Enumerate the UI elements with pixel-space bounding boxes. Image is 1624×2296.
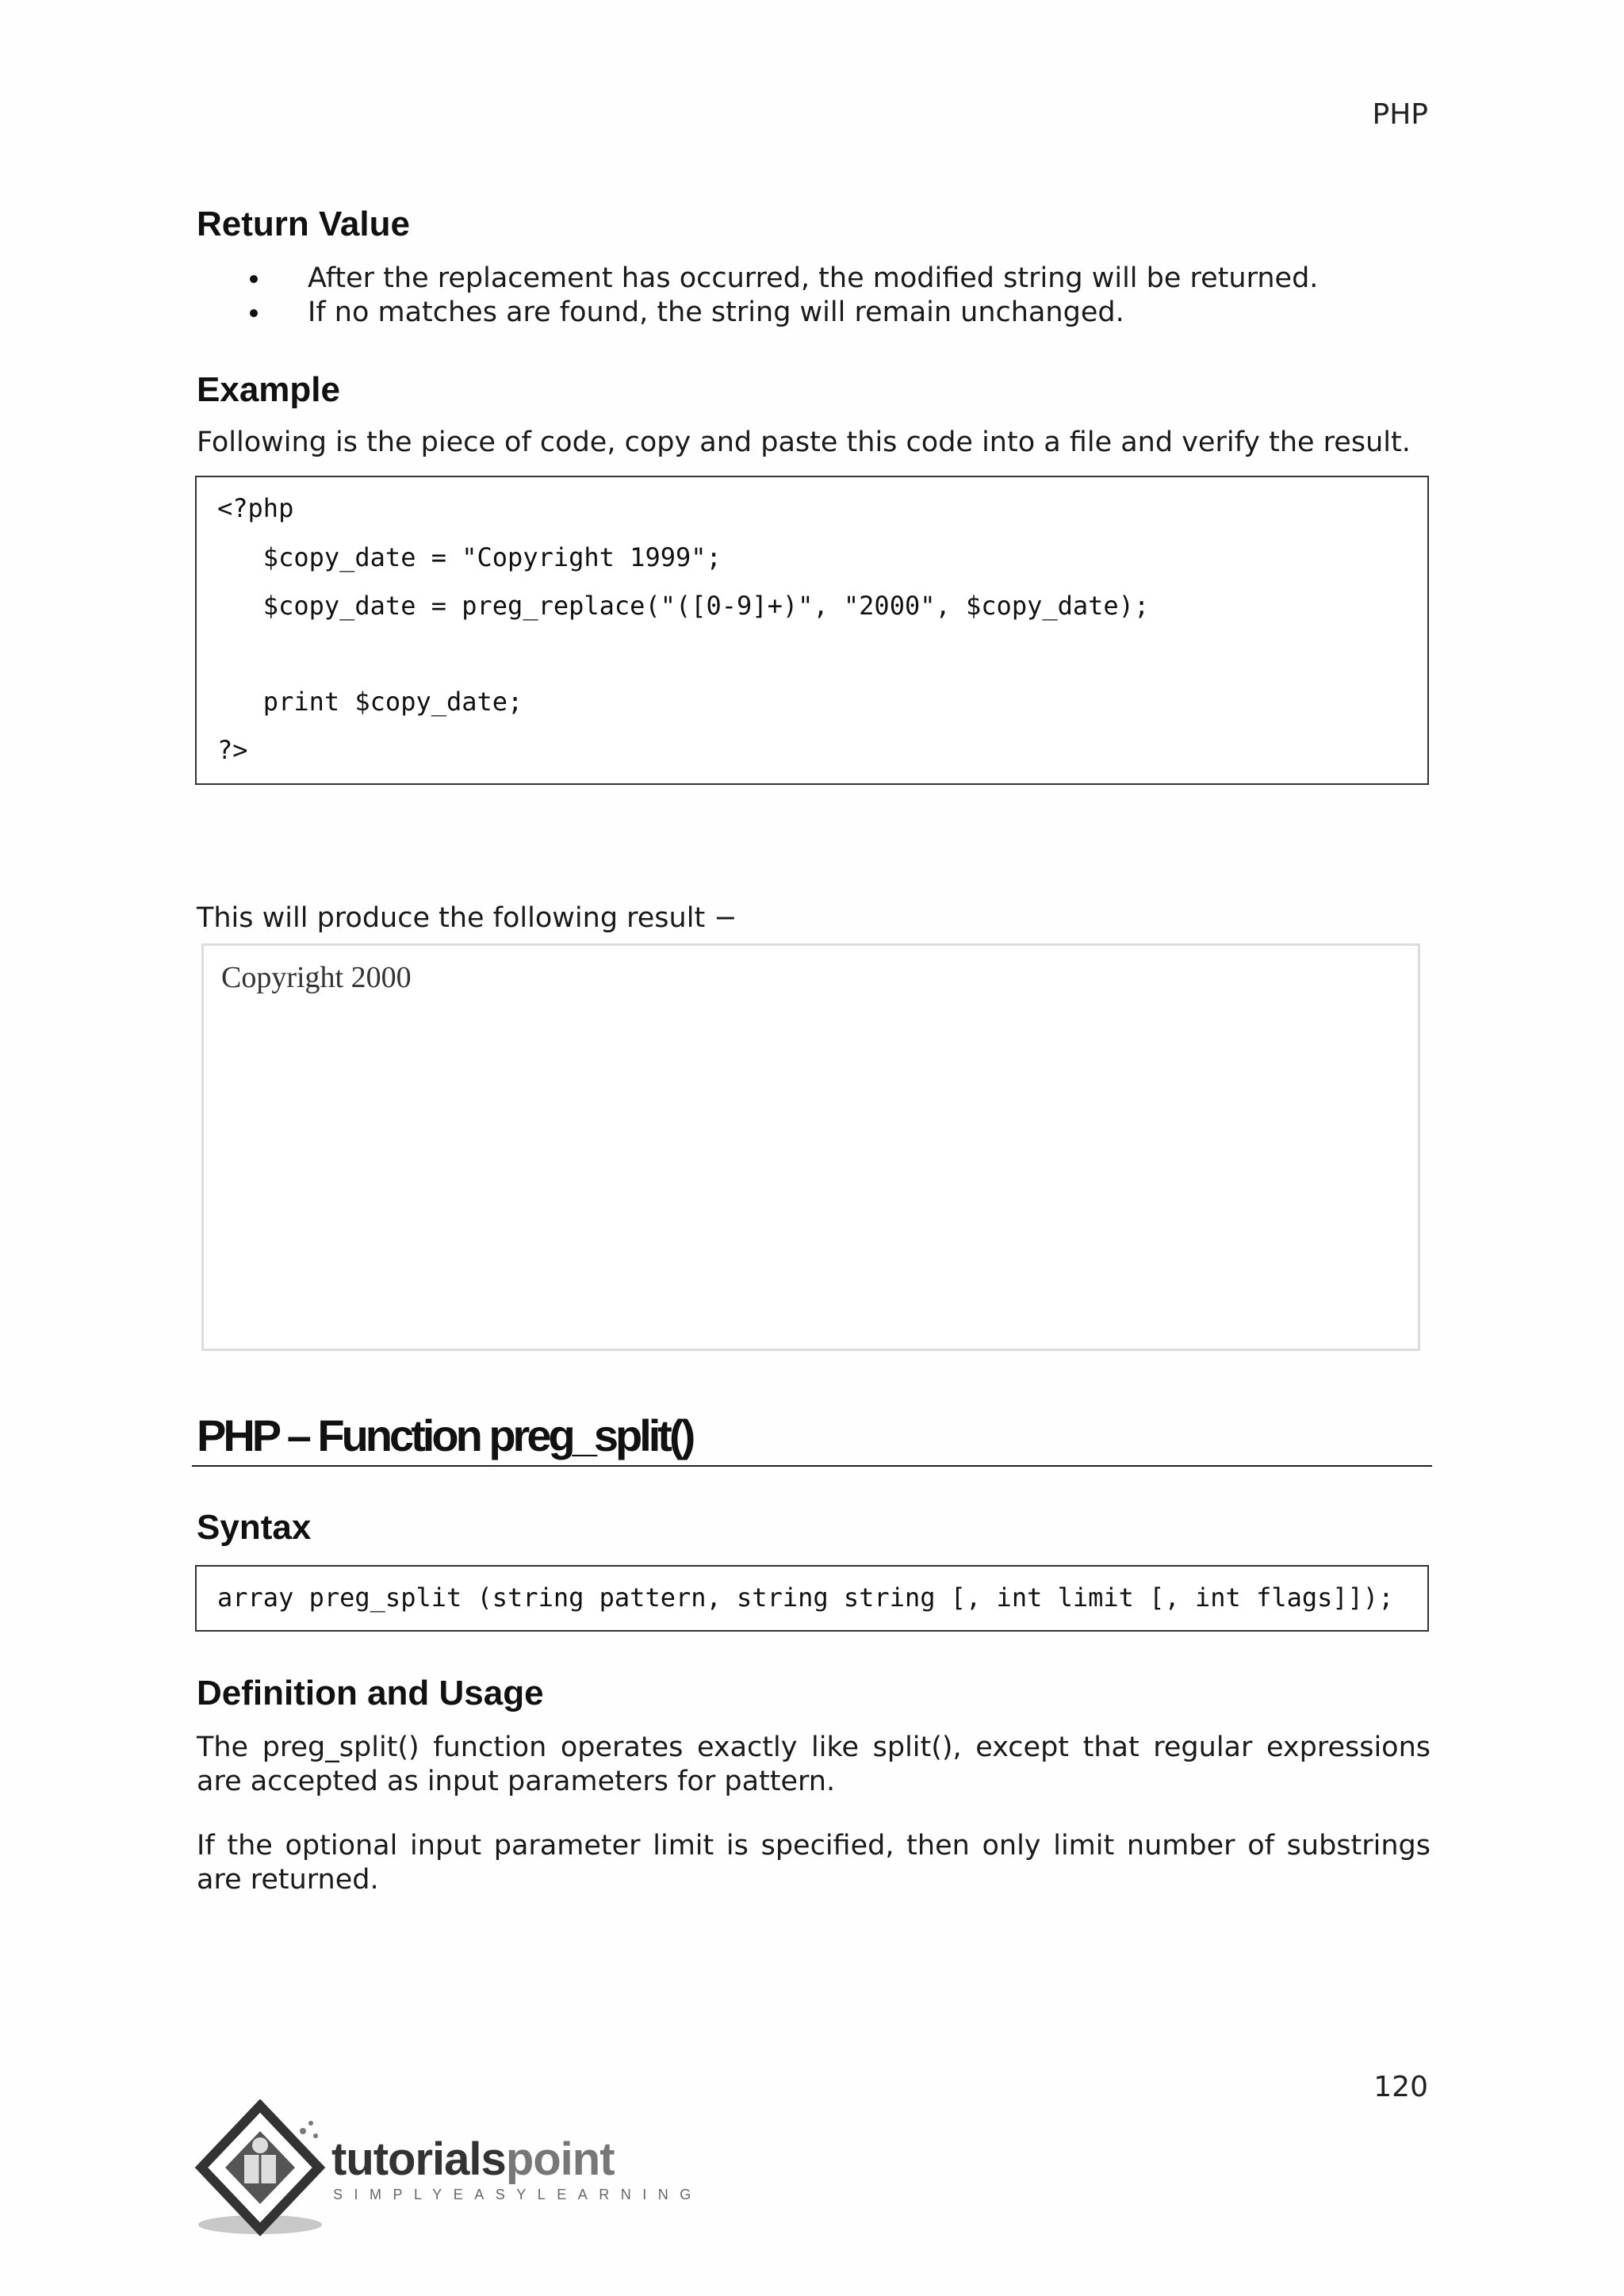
return-value-heading: Return Value	[197, 205, 410, 243]
section-title: PHP – Function preg_split()	[197, 1410, 693, 1460]
example-intro: Following is the piece of code, copy and paste this code into a file and verify the result.	[197, 427, 1411, 458]
logo-tagline: SIMPLYEASYLEARNING	[333, 2187, 703, 2202]
return-value-list	[197, 262, 1434, 330]
syntax-code: array preg_split (string pattern, string string [, int limit [, int flags]]);	[217, 1582, 1394, 1613]
output-screenshot	[201, 943, 1420, 1351]
syntax-heading: Syntax	[197, 1508, 312, 1547]
logo-wordmark	[331, 2133, 615, 2186]
definition-heading: Definition and Usage	[197, 1674, 544, 1712]
section-divider	[192, 1465, 1432, 1467]
example-heading: Example	[197, 370, 340, 409]
tutorialspoint-logo	[193, 2099, 703, 2242]
syntax-code-block	[195, 1565, 1429, 1632]
definition-paragraph-2: If the optional input parameter limit is specified, then only limit number of substrings are returned.	[197, 1830, 1431, 1896]
code-line: $copy_date = preg_replace("([0-9]+)", "2000", $copy_date);	[217, 591, 1150, 621]
code-line: $copy_date = "Copyright 1999";	[217, 542, 722, 572]
list-item: After the replacement has occurred, the modified string will be returned.	[197, 262, 1434, 296]
code-line: ?>	[217, 735, 248, 765]
output-text: Copyright 2000	[221, 961, 412, 994]
code-block	[195, 476, 1429, 785]
code-line: print $copy_date;	[217, 687, 523, 717]
logo-wordmark-part-2: point	[505, 2133, 615, 2185]
definition-paragraph-1: The preg_split() function operates exactly like split(), except that regular expressions are accepted as input parameters for pattern.	[197, 1732, 1431, 1797]
page-header-label: PHP	[1372, 98, 1428, 131]
logo-wordmark-part-1: tutorials	[331, 2133, 506, 2185]
page-number: 120	[1373, 2071, 1428, 2103]
code-line: <?php	[217, 493, 294, 523]
list-item: If no matches are found, the string will remain unchanged.	[197, 296, 1434, 330]
result-intro: This will produce the following result −	[197, 902, 737, 934]
